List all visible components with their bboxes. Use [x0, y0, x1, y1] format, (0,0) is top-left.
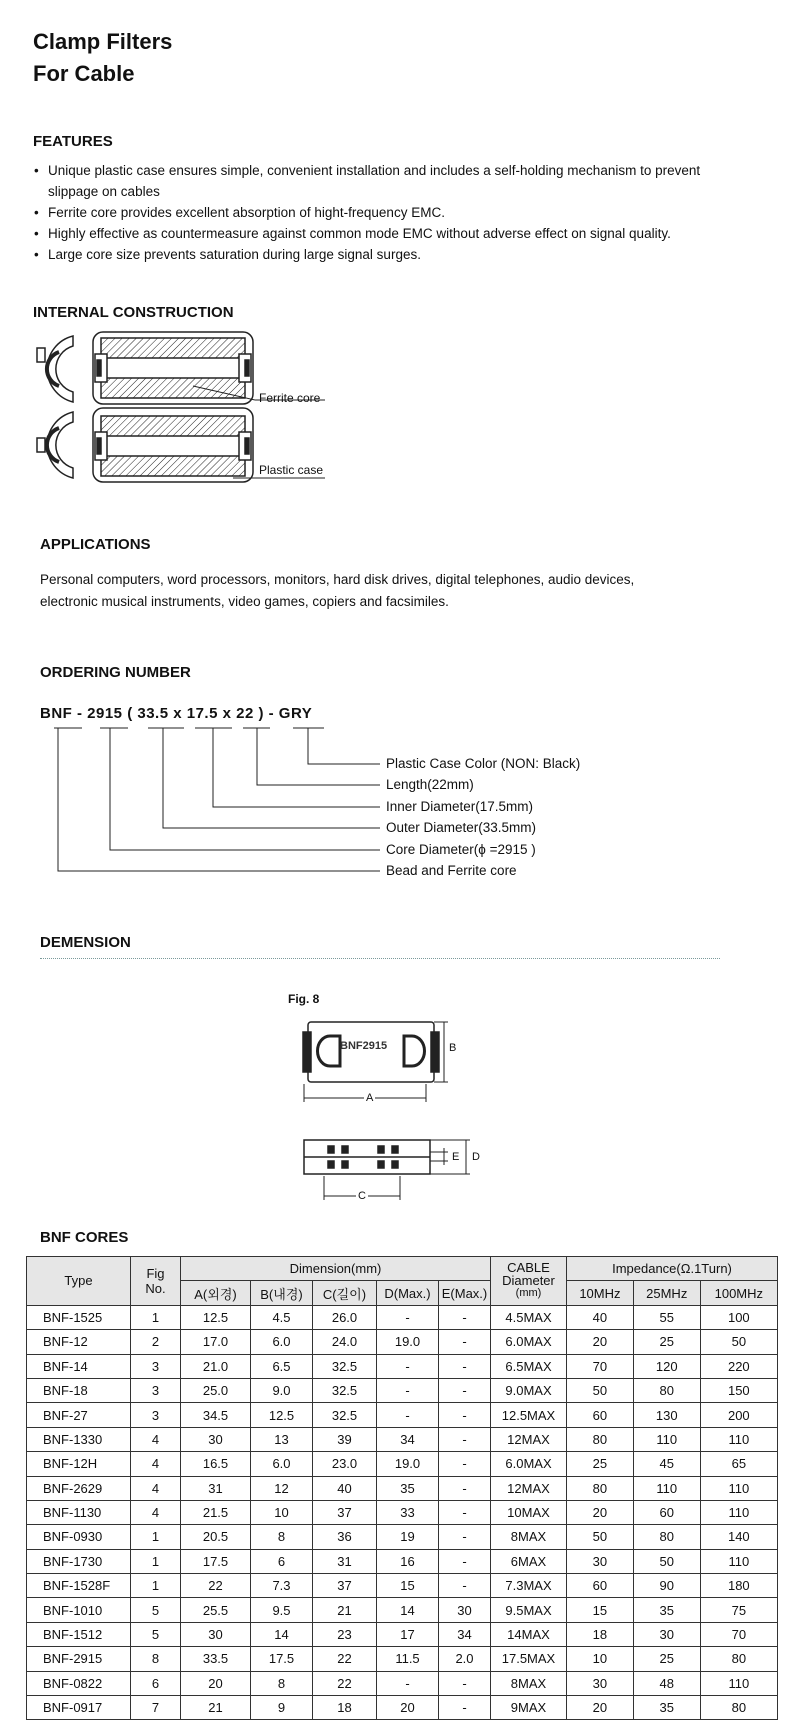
table-cell: 90	[633, 1574, 700, 1598]
table-cell: 6.0MAX	[491, 1452, 567, 1476]
table-cell: 6.5MAX	[491, 1354, 567, 1378]
applications-line-1: Personal computers, word processors, monitors, hard disk drives, digital telephones, audio devices,	[40, 572, 635, 587]
table-cell: 4	[131, 1427, 181, 1451]
table-cell: 1	[131, 1305, 181, 1329]
table-cell: 7.3MAX	[491, 1574, 567, 1598]
table-cell: 22	[181, 1574, 251, 1598]
table-cell: 37	[313, 1574, 377, 1598]
table-cell: -	[439, 1574, 491, 1598]
table-cell: -	[439, 1500, 491, 1524]
table-cell: 21.0	[181, 1354, 251, 1378]
table-cell: -	[439, 1403, 491, 1427]
table-cell: 75	[700, 1598, 777, 1622]
table-cell: -	[439, 1696, 491, 1720]
feature-item: • Unique plastic case ensures simple, convenient installation and includes a self-holding mechanism to prevent slippage on cables	[33, 160, 753, 202]
table-cell: 10MAX	[491, 1500, 567, 1524]
table-cell: 20.5	[181, 1525, 251, 1549]
table-cell: 17.5	[181, 1549, 251, 1573]
table-row	[27, 1427, 778, 1451]
legend-length: Length(22mm)	[386, 777, 474, 792]
table-cell: 110	[700, 1500, 777, 1524]
table-cell: -	[439, 1452, 491, 1476]
table-cell: 4.5	[251, 1305, 313, 1329]
table-cell: 4	[131, 1452, 181, 1476]
table-cell: 6.0	[251, 1330, 313, 1354]
cell-type: BNF-12	[27, 1330, 131, 1354]
table-cell: 20	[567, 1500, 634, 1524]
ordering-leader-lines	[0, 722, 400, 887]
features-list	[33, 160, 753, 265]
section-bottom	[93, 408, 253, 482]
table-cell: 50	[567, 1525, 634, 1549]
table-cell: 19.0	[377, 1452, 439, 1476]
table-cell: 6.5	[251, 1354, 313, 1378]
dimension-heading: DEMENSION	[40, 934, 131, 951]
header-type: Type	[27, 1257, 131, 1306]
header-imp-col: 25MHz	[633, 1281, 700, 1305]
table-cell: 12.5MAX	[491, 1403, 567, 1427]
table-cell: 45	[633, 1452, 700, 1476]
table-cell: 80	[633, 1378, 700, 1402]
table-cell: 35	[633, 1696, 700, 1720]
table-cell: 80	[700, 1696, 777, 1720]
construction-heading: INTERNAL CONSTRUCTION	[33, 304, 234, 321]
table-cell: 8MAX	[491, 1671, 567, 1695]
table-cell: 16	[377, 1549, 439, 1573]
table-cell: 55	[633, 1305, 700, 1329]
table-cell: 4.5MAX	[491, 1305, 567, 1329]
table-cell: 6	[131, 1671, 181, 1695]
table-cell: 100	[700, 1305, 777, 1329]
table-cell: -	[439, 1476, 491, 1500]
applications-line-2: electronic musical instruments, video games, copiers and facsimiles.	[40, 594, 449, 609]
side-view-bottom	[37, 412, 73, 478]
table-cell: 11.5	[377, 1647, 439, 1671]
table-cell: 110	[633, 1427, 700, 1451]
feature-item: • Large core size prevents saturation during large signal surges.	[33, 244, 753, 265]
table-cell: 18	[313, 1696, 377, 1720]
table-row	[27, 1403, 778, 1427]
header-imp-col: 10MHz	[567, 1281, 634, 1305]
dim-label-d: D	[472, 1151, 480, 1163]
table-row	[27, 1574, 778, 1598]
table-cell: -	[439, 1378, 491, 1402]
title-line-1: Clamp Filters	[33, 29, 173, 54]
table-cell: 80	[567, 1476, 634, 1500]
table-cell: 21	[313, 1598, 377, 1622]
feature-item: • Highly effective as countermeasure against common mode EMC without adverse effect on signal quality.	[33, 223, 753, 244]
table-cell: 19	[377, 1525, 439, 1549]
table-cell: 39	[313, 1427, 377, 1451]
table-cell: 26.0	[313, 1305, 377, 1329]
header-cable	[491, 1257, 567, 1306]
table-cell: 24.0	[313, 1330, 377, 1354]
table-cell: 30	[439, 1598, 491, 1622]
table-cell: 10	[567, 1647, 634, 1671]
table-cell: 25	[567, 1452, 634, 1476]
ordering-heading: ORDERING NUMBER	[40, 664, 191, 681]
table-row	[27, 1330, 778, 1354]
cores-heading: BNF CORES	[40, 1229, 129, 1246]
header-cable-line1: CABLE	[507, 1260, 550, 1276]
table-cell: 33.5	[181, 1647, 251, 1671]
table-cell: 9.0MAX	[491, 1378, 567, 1402]
table-row	[27, 1452, 778, 1476]
table-cell: 6	[251, 1549, 313, 1573]
applications-text	[40, 569, 760, 613]
header-impedance: Impedance(Ω.1Turn)	[567, 1257, 778, 1281]
header-dim-col: D(Max.)	[377, 1281, 439, 1305]
table-cell: 30	[181, 1427, 251, 1451]
table-cell: 35	[377, 1476, 439, 1500]
cell-type: BNF-2915	[27, 1647, 131, 1671]
table-cell: 3	[131, 1378, 181, 1402]
table-cell: 150	[700, 1378, 777, 1402]
header-dim-col: C(길이)	[313, 1281, 377, 1305]
table-cell: 17.5	[251, 1647, 313, 1671]
table-cell: 36	[313, 1525, 377, 1549]
table-cell: 40	[313, 1476, 377, 1500]
table-cell: 6.0MAX	[491, 1330, 567, 1354]
table-cell: 32.5	[313, 1378, 377, 1402]
table-cell: 12MAX	[491, 1476, 567, 1500]
cores-table	[26, 1256, 778, 1720]
table-cell: 1	[131, 1574, 181, 1598]
table-cell: 110	[700, 1476, 777, 1500]
table-row	[27, 1500, 778, 1524]
legend-case-color: Plastic Case Color (NON: Black)	[386, 756, 581, 771]
header-imp-col: 100MHz	[700, 1281, 777, 1305]
table-cell: 6.0	[251, 1452, 313, 1476]
features-heading: FEATURES	[33, 133, 113, 150]
header-cable-line2: Diameter	[502, 1273, 555, 1289]
cell-type: BNF-27	[27, 1403, 131, 1427]
table-cell: 200	[700, 1403, 777, 1427]
legend-core-diameter: Core Diameter(ϕ =2915 )	[386, 842, 536, 857]
table-cell: 60	[567, 1574, 634, 1598]
table-cell: -	[377, 1378, 439, 1402]
table-cell: 65	[700, 1452, 777, 1476]
table-cell: 25	[633, 1330, 700, 1354]
table-cell: 4	[131, 1500, 181, 1524]
table-cell: 12MAX	[491, 1427, 567, 1451]
table-cell: 23	[313, 1622, 377, 1646]
table-cell: 8	[251, 1525, 313, 1549]
table-cell: 20	[567, 1330, 634, 1354]
table-cell: -	[377, 1354, 439, 1378]
cell-type: BNF-18	[27, 1378, 131, 1402]
table-cell: 8	[251, 1671, 313, 1695]
table-row	[27, 1354, 778, 1378]
table-cell: 80	[567, 1427, 634, 1451]
header-fig	[131, 1257, 181, 1306]
table-row	[27, 1671, 778, 1695]
table-cell: 31	[313, 1549, 377, 1573]
part-marking: BNF2915	[340, 1040, 388, 1052]
table-cell: 70	[567, 1354, 634, 1378]
dimension-side-view	[300, 1134, 480, 1214]
table-cell: 2	[131, 1330, 181, 1354]
side-view-top	[37, 336, 73, 402]
table-cell: 10	[251, 1500, 313, 1524]
table-row	[27, 1598, 778, 1622]
table-cell: 4	[131, 1476, 181, 1500]
table-cell: 22	[313, 1647, 377, 1671]
applications-heading: APPLICATIONS	[40, 536, 151, 553]
table-cell: 13	[251, 1427, 313, 1451]
table-row	[27, 1622, 778, 1646]
label-ferrite-core: Ferrite core	[259, 391, 321, 405]
table-cell: 9MAX	[491, 1696, 567, 1720]
dim-label-c: C	[358, 1190, 366, 1202]
table-cell: 50	[700, 1330, 777, 1354]
table-cell: 120	[633, 1354, 700, 1378]
table-cell: 25	[633, 1647, 700, 1671]
header-dim-col: A(외경)	[181, 1281, 251, 1305]
table-row	[27, 1378, 778, 1402]
cell-type: BNF-14	[27, 1354, 131, 1378]
table-cell: 9.5	[251, 1598, 313, 1622]
table-cell: 32.5	[313, 1403, 377, 1427]
table-row	[27, 1476, 778, 1500]
table-row	[27, 1696, 778, 1720]
section-divider	[40, 958, 720, 959]
table-cell: 80	[700, 1647, 777, 1671]
header-cable-line3: (mm)	[515, 1287, 542, 1300]
header-dim-col: B(내경)	[251, 1281, 313, 1305]
table-cell: -	[377, 1305, 439, 1329]
table-cell: -	[439, 1549, 491, 1573]
legend-bead-ferrite: Bead and Ferrite core	[386, 863, 517, 878]
table-cell: 14	[251, 1622, 313, 1646]
table-cell: 37	[313, 1500, 377, 1524]
table-cell: 40	[567, 1305, 634, 1329]
table-cell: 34	[439, 1622, 491, 1646]
cell-type: BNF-0822	[27, 1671, 131, 1695]
table-cell: 5	[131, 1598, 181, 1622]
table-cell: 7	[131, 1696, 181, 1720]
table-cell: 110	[700, 1549, 777, 1573]
table-cell: 12	[251, 1476, 313, 1500]
table-cell: 22	[313, 1671, 377, 1695]
cell-type: BNF-2629	[27, 1476, 131, 1500]
feature-item: • Ferrite core provides excellent absorption of hight-frequency EMC.	[33, 202, 753, 223]
table-cell: 21	[181, 1696, 251, 1720]
cell-type: BNF-1130	[27, 1500, 131, 1524]
table-cell: 60	[567, 1403, 634, 1427]
table-cell: 20	[377, 1696, 439, 1720]
table-cell: 15	[377, 1574, 439, 1598]
table-cell: 20	[567, 1696, 634, 1720]
cell-type: BNF-0917	[27, 1696, 131, 1720]
table-cell: 50	[567, 1378, 634, 1402]
table-row	[27, 1305, 778, 1329]
table-row	[27, 1549, 778, 1573]
table-cell: 80	[633, 1525, 700, 1549]
table-cell: 34.5	[181, 1403, 251, 1427]
header-dimension: Dimension(mm)	[181, 1257, 491, 1281]
figure-label: Fig. 8	[288, 992, 320, 1006]
table-cell: 8MAX	[491, 1525, 567, 1549]
table-cell: 70	[700, 1622, 777, 1646]
table-cell: 33	[377, 1500, 439, 1524]
table-cell: 140	[700, 1525, 777, 1549]
table-cell: 18	[567, 1622, 634, 1646]
label-plastic-case: Plastic case	[259, 463, 324, 477]
cell-type: BNF-12H	[27, 1452, 131, 1476]
header-fig-line1: Fig	[146, 1265, 165, 1281]
table-cell: 50	[633, 1549, 700, 1573]
table-cell: 6MAX	[491, 1549, 567, 1573]
header-fig-line2: No.	[145, 1280, 166, 1296]
table-cell: -	[377, 1403, 439, 1427]
table-cell: 30	[567, 1549, 634, 1573]
table-cell: 3	[131, 1403, 181, 1427]
table-cell: 17.0	[181, 1330, 251, 1354]
table-cell: 8	[131, 1647, 181, 1671]
table-row	[27, 1525, 778, 1549]
legend-outer-diameter: Outer Diameter(33.5mm)	[386, 820, 537, 835]
table-cell: 30	[567, 1671, 634, 1695]
table-cell: 60	[633, 1500, 700, 1524]
table-cell: 12.5	[251, 1403, 313, 1427]
table-cell: -	[439, 1330, 491, 1354]
table-cell: 9.5MAX	[491, 1598, 567, 1622]
table-cell: 1	[131, 1549, 181, 1573]
table-cell: 17	[377, 1622, 439, 1646]
header-dim-col: E(Max.)	[439, 1281, 491, 1305]
table-cell: 16.5	[181, 1452, 251, 1476]
cell-type: BNF-1512	[27, 1622, 131, 1646]
cell-type: BNF-1528F	[27, 1574, 131, 1598]
table-cell: 12.5	[181, 1305, 251, 1329]
table-row	[27, 1647, 778, 1671]
table-cell: 2.0	[439, 1647, 491, 1671]
table-cell: 130	[633, 1403, 700, 1427]
cell-type: BNF-1330	[27, 1427, 131, 1451]
table-cell: 220	[700, 1354, 777, 1378]
table-cell: 180	[700, 1574, 777, 1598]
table-cell: 9	[251, 1696, 313, 1720]
table-cell: 14MAX	[491, 1622, 567, 1646]
table-cell: -	[439, 1354, 491, 1378]
table-cell: 25.0	[181, 1378, 251, 1402]
table-cell: 32.5	[313, 1354, 377, 1378]
table-cell: 110	[700, 1427, 777, 1451]
table-cell: 110	[633, 1476, 700, 1500]
table-cell: 30	[181, 1622, 251, 1646]
table-cell: -	[439, 1525, 491, 1549]
table-cell: 30	[633, 1622, 700, 1646]
table-cell: -	[439, 1305, 491, 1329]
table-cell: -	[439, 1671, 491, 1695]
table-cell: 1	[131, 1525, 181, 1549]
cell-type: BNF-0930	[27, 1525, 131, 1549]
table-cell: 3	[131, 1354, 181, 1378]
table-cell: 23.0	[313, 1452, 377, 1476]
table-cell: 14	[377, 1598, 439, 1622]
page-title	[33, 26, 172, 90]
title-line-2: For Cable	[33, 61, 135, 86]
table-cell: 34	[377, 1427, 439, 1451]
table-cell: 35	[633, 1598, 700, 1622]
table-cell: 21.5	[181, 1500, 251, 1524]
dim-label-a: A	[366, 1092, 374, 1104]
table-cell: 31	[181, 1476, 251, 1500]
legend-inner-diameter: Inner Diameter(17.5mm)	[386, 799, 534, 814]
table-cell: 20	[181, 1671, 251, 1695]
table-cell: -	[377, 1671, 439, 1695]
table-cell: 5	[131, 1622, 181, 1646]
table-cell: 25.5	[181, 1598, 251, 1622]
dim-label-b: B	[449, 1042, 457, 1054]
table-cell: 110	[700, 1671, 777, 1695]
table-cell: -	[439, 1427, 491, 1451]
cell-type: BNF-1010	[27, 1598, 131, 1622]
section-top	[93, 332, 253, 404]
cell-type: BNF-1525	[27, 1305, 131, 1329]
dim-label-e: E	[452, 1151, 460, 1163]
cell-type: BNF-1730	[27, 1549, 131, 1573]
table-cell: 17.5MAX	[491, 1647, 567, 1671]
table-cell: 19.0	[377, 1330, 439, 1354]
ordering-code: BNF - 2915 ( 33.5 x 17.5 x 22 ) - GRY	[40, 705, 313, 722]
table-cell: 15	[567, 1598, 634, 1622]
table-cell: 48	[633, 1671, 700, 1695]
dimension-top-view	[300, 1018, 470, 1108]
table-cell: 7.3	[251, 1574, 313, 1598]
table-cell: 9.0	[251, 1378, 313, 1402]
